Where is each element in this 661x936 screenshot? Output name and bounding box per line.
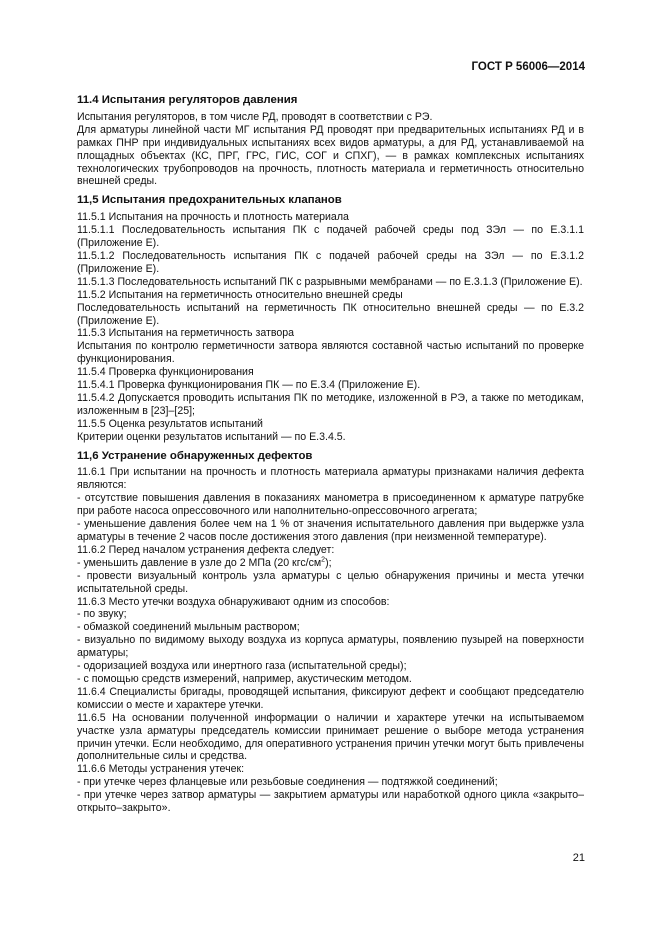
paragraph: 11.5.1.3 Последовательность испытаний ПК с разрывными мембранами — по Е.3.1.3 (Приложение Е).	[77, 275, 583, 288]
paragraph: 11.5.5 Оценка результатов испытаний	[77, 417, 263, 430]
paragraph: - по звуку;	[77, 608, 127, 621]
paragraph: - при утечке через фланцевые или резьбовые соединения — подтяжкой соединений;	[77, 776, 498, 789]
paragraph: 11.5.1.1 Последовательность испытания ПК с подачей рабочей среды под ЗЭл — по Е.3.1.1 (Приложение Е).	[77, 224, 584, 250]
paragraph-tail: );	[325, 556, 332, 569]
paragraph: 11.6.3 Место утечки воздуха обнаруживают одним из способов:	[77, 595, 390, 608]
paragraph: Испытания регуляторов, в том числе РД, проводят в соответствии с РЭ.	[77, 110, 433, 123]
paragraph: - при утечке через затвор арматуры — закрытием арматуры или наработкой одного цикла «закрыто–открыто–закрыто».	[77, 789, 584, 815]
section-11-6-body	[77, 466, 584, 814]
paragraph: Критерии оценки результатов испытаний — по Е.3.4.5.	[77, 430, 346, 443]
paragraph: 11.6.4 Специалисты бригады, проводящей испытания, фиксируют дефект и сообщают председателю комиссии о месте и характере утечки.	[77, 685, 584, 711]
section-11-6-title: 11,6 Устранение обнаруженных дефектов	[77, 449, 313, 462]
paragraph: - отсутствие повышения давления в показаниях манометра в присоединенном к арматуре патрубке при работе насоса опрессовочного или наполнительно-опрессовочного агрегата;	[77, 492, 584, 518]
paragraph: 11.5.1.2 Последовательность испытания ПК с подачей рабочей среды на ЗЭл — по Е.3.1.2 (Приложение Е).	[77, 249, 584, 275]
paragraph: 11.5.4.2 Допускается проводить испытания ПК по методике, изложенной в РЭ, а также по методикам, изложенным в [23]–[25];	[77, 391, 584, 417]
paragraph: 11.5.2 Испытания на герметичность относительно внешней среды	[77, 288, 403, 301]
paragraph: Последовательность испытаний на герметичность ПК относительно внешней среды — по Е.3.2 (Приложение Е).	[77, 301, 584, 327]
paragraph: 11.6.6 Методы устранения утечек:	[77, 763, 245, 776]
paragraph: Для арматуры линейной части МГ испытания РД проводят при предварительных испытаниях РД и в рамках ПНР при индивидуальных испытаниях всех видов арматуры, а для РД, устанавливаемой на площадных объектах (КС, ПРГ, ГРС, ГИС, СОГ и СПХГ), — в рамках комплексных испытаниях технологических трубопроводов на прочность, плотность материала и герметичность относительно внешней среды.	[77, 123, 584, 188]
section-11-5-body	[77, 211, 584, 443]
paragraph: 11.6.5 На основании полученной информации о наличии и характере утечки на испытываемом участке узла арматуры председатель комиссии принимает решение о выборе метода устранения причин утечки. Если необходимо, для оперативного устранения причин утечки могут быть привлечены дополнительные силы и средства.	[77, 711, 584, 763]
paragraph: - визуально по видимому выходу воздуха из корпуса арматуры, появлению пузырей на поверхности арматуры;	[77, 634, 584, 660]
paragraph: 11.5.4.1 Проверка функционирования ПК — по Е.3.4 (Приложение Е).	[77, 379, 421, 392]
superscript: 2	[321, 556, 326, 564]
paragraph: 11.6.2 Перед началом устранения дефекта следует:	[77, 543, 335, 556]
paragraph: 11.5.1 Испытания на прочность и плотность материала	[77, 211, 349, 224]
paragraph: - с помощью средств измерений, например, акустическим методом.	[77, 672, 412, 685]
paragraph: - уменьшить давление в узле до 2 МПа (20 кгс/$см^2$);	[77, 556, 332, 569]
paragraph: 11.6.1 При испытании на прочность и плотность материала арматуры признаками наличия дефекта являются:	[77, 466, 584, 492]
paragraph: - одоризацией воздуха или инертного газа (испытательной среды);	[77, 660, 407, 673]
page-number: 21	[572, 852, 585, 864]
paragraph: Испытания по контролю герметичности затвора являются составной частью испытаний по проверке функционирования.	[77, 340, 584, 366]
paragraph: - обмазкой соединений мыльным раствором;	[77, 621, 300, 634]
paragraph: - провести визуальный контроль узла арматуры с целью обнаружения причины и места утечки испытательной среды.	[77, 569, 584, 595]
document-header: ГОСТ Р 56006—2014	[471, 61, 585, 73]
section-11-5-title: 11,5 Испытания предохранительных клапанов	[77, 194, 342, 207]
page-content	[77, 94, 584, 815]
section-11-4-title: 11.4 Испытания регуляторов давления	[77, 94, 298, 106]
paragraph: - уменьшение давления более чем на 1 % от значения испытательного давления при выдержке узла арматуры в течение 2 часов после достижения этого давления (при неизменной температуре).	[77, 518, 584, 543]
paragraph: 11.5.3 Испытания на герметичность затвора	[77, 327, 295, 340]
paragraph: 11.5.4 Проверка функционирования	[77, 366, 254, 379]
